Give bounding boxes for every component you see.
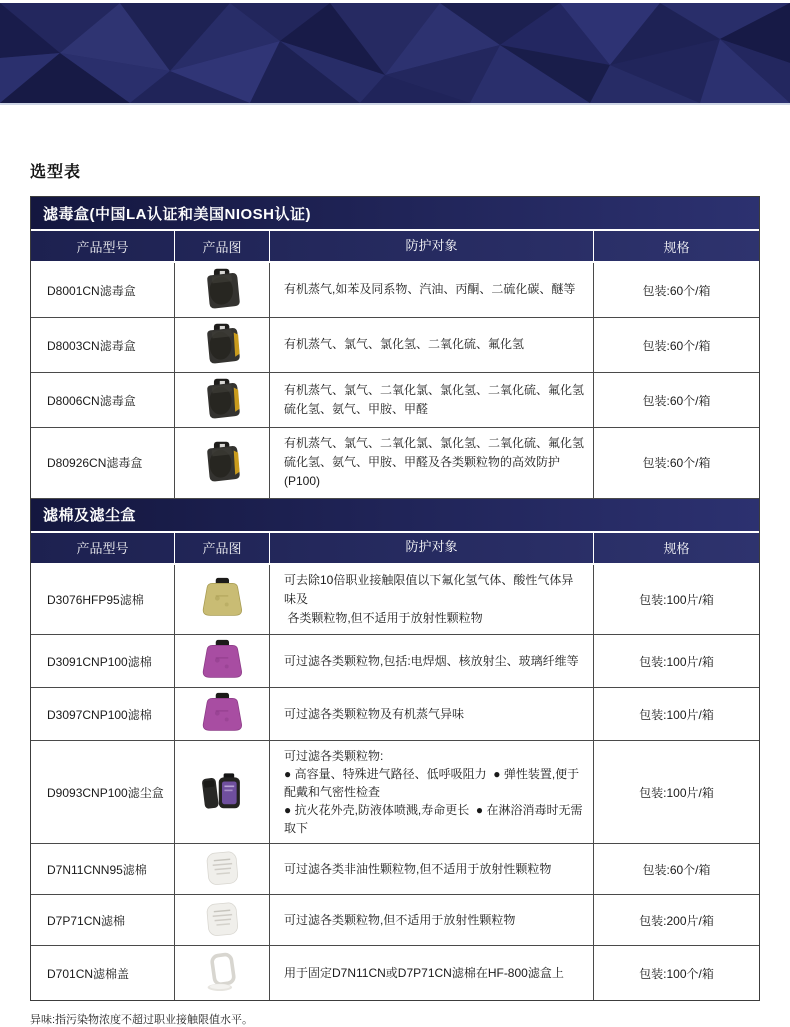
col-header-image: 产品图: [174, 231, 269, 261]
protection-cell: [269, 946, 593, 1000]
filter-icon: [197, 691, 247, 737]
product-model: D3091CNP100滤棉: [47, 654, 152, 669]
spec-cell: 包装:60个/箱: [593, 428, 759, 498]
protection-line: 各类颗粒物,但不适用于放射性颗粒物: [284, 610, 483, 625]
product-image-cell: [174, 946, 269, 1000]
protection-line: ● 抗火花外壳,防液体喷溅,寿命更长 ● 在淋浴消毒时无需取下: [284, 803, 583, 836]
col-header-image: 产品图: [174, 533, 269, 563]
protection-line: 可过滤各类非油性颗粒物,但不适用于放射性颗粒物: [284, 861, 552, 876]
product-thumbnail: [198, 898, 246, 942]
product-model: D80926CN滤毒盒: [47, 456, 143, 471]
protection-line: 有机蒸气、氯气、二氧化氯、氯化氢、二氧化硫、氟化氢: [284, 436, 585, 450]
spec-cell: 包装:100片/箱: [593, 741, 759, 843]
protection-cell: [269, 565, 593, 635]
product-thumbnail: [198, 847, 246, 891]
cartridge-icon: [200, 439, 244, 487]
table-row: [31, 318, 759, 373]
product-model: D8001CN滤毒盒: [47, 283, 136, 298]
table-row: [31, 741, 759, 844]
protection-line: 可去除10倍职业接触限值以下氟化氢气体、酸性气体异味及: [284, 572, 574, 606]
product-image-cell: [174, 635, 269, 687]
spec-cell: 包装:100片/箱: [593, 688, 759, 740]
filter-cover-icon: [199, 949, 245, 997]
protection-cell: [269, 428, 593, 498]
spec-cell: 包装:100片/箱: [593, 635, 759, 687]
table-row: [31, 895, 759, 946]
table-row: [31, 635, 759, 688]
filter-icon: [197, 638, 247, 684]
product-image-cell: [174, 688, 269, 740]
col-header-spec: 规格: [593, 533, 759, 563]
spec-cell: 包装:60个/箱: [593, 844, 759, 894]
protection-cell: [269, 263, 593, 317]
protection-cell: [269, 318, 593, 372]
protection-cell: [269, 844, 593, 894]
filter-icon: [197, 576, 247, 622]
product-image-cell: [174, 318, 269, 372]
spec-cell: 包装:200片/箱: [593, 895, 759, 945]
product-image-cell: [174, 263, 269, 317]
product-thumbnail: [199, 949, 245, 997]
table-row: [31, 946, 759, 1000]
product-model: D3097CNP100滤棉: [47, 707, 152, 722]
product-thumbnail: [200, 376, 244, 424]
section-title-filters: 滤棉及滤尘盒: [31, 499, 759, 531]
product-thumbnail: [200, 321, 244, 369]
spec-cell: 包装:60个/箱: [593, 263, 759, 317]
protection-line: 硫化氢、氨气、甲胺、甲醛: [284, 402, 429, 416]
selection-table: [30, 196, 760, 1001]
footnote: 异味:指污染物浓度不超过职业接触限值水平。: [30, 1014, 254, 1027]
product-image-cell: [174, 428, 269, 498]
protection-line: 可过滤各类颗粒物:: [284, 749, 384, 764]
product-thumbnail: [200, 266, 244, 314]
protection-line: 可过滤各类颗粒物,但不适用于放射性颗粒物: [284, 912, 516, 927]
protection-cell: [269, 373, 593, 427]
product-thumbnail: [197, 576, 247, 622]
spec-cell: 包装:100个/箱: [593, 946, 759, 1000]
polygon-banner-graphic: [0, 3, 790, 103]
product-image-cell: [174, 895, 269, 945]
product-thumbnail: [196, 768, 248, 816]
table-row: [31, 263, 759, 318]
column-header-row: [31, 531, 759, 565]
protection-line: 有机蒸气、氯气、二氧化氯、氯化氢、二氧化硫、氟化氢: [284, 382, 585, 397]
col-header-protection: 防护对象: [269, 231, 593, 261]
table-row: [31, 565, 759, 636]
protection-cell: [269, 688, 593, 740]
page-banner: [0, 3, 790, 105]
product-thumbnail: [197, 638, 247, 684]
protection-line: 有机蒸气,如苯及同系物、汽油、丙酮、二硫化碳、醚等: [284, 282, 576, 297]
protection-line: ● 高容量、特殊进气路径、低呼吸阻力 ● 弹性装置,便于配戴和气密性检查: [284, 767, 580, 800]
protection-cell: [269, 635, 593, 687]
protection-line: 用于固定D7N11CN或D7P71CN滤棉在HF-800滤盒上: [284, 965, 564, 980]
table-row: [31, 844, 759, 895]
product-image-cell: [174, 844, 269, 894]
col-header-spec: 规格: [593, 231, 759, 261]
cartridge-icon: [200, 376, 244, 424]
cartridge-icon: [200, 321, 244, 369]
col-header-protection: 防护对象: [269, 533, 593, 563]
dual-filter-icon: [196, 768, 248, 816]
table-row: [31, 373, 759, 428]
col-header-model: 产品型号: [76, 239, 129, 255]
product-image-cell: [174, 741, 269, 843]
protection-line: 可过滤各类颗粒物及有机蒸气异味: [284, 706, 465, 721]
product-model: D7P71CN滤棉: [47, 913, 126, 928]
col-header-model: 产品型号: [76, 541, 129, 557]
table-row: [31, 428, 759, 499]
table-row: [31, 688, 759, 741]
cartridge-icon: [200, 266, 244, 314]
protection-line: 可过滤各类颗粒物,包括:电焊烟、核放射尘、玻璃纤维等: [284, 653, 579, 668]
product-model: D8003CN滤毒盒: [47, 338, 136, 353]
protection-cell: [269, 741, 593, 843]
column-header-row: [31, 229, 759, 263]
protection-cell: [269, 895, 593, 945]
section-title-cartridges: 滤毒盒(中国LA认证和美国NIOSH认证): [31, 197, 759, 229]
product-model: D3076HFP95滤棉: [47, 592, 144, 607]
filter-pad-icon: [198, 898, 246, 942]
product-image-cell: [174, 373, 269, 427]
protection-line: 硫化氢、氨气、甲胺、甲醛及各类颗粒物的高效防护(P100): [284, 455, 561, 489]
spec-cell: 包装:60个/箱: [593, 373, 759, 427]
spec-cell: 包装:60个/箱: [593, 318, 759, 372]
product-model: D9093CNP100滤尘盒: [47, 785, 164, 800]
protection-line: 有机蒸气、氯气、氯化氢、二氧化硫、氟化氢: [284, 337, 525, 352]
product-model: D7N11CNN95滤棉: [47, 862, 147, 877]
filter-pad-icon: [198, 847, 246, 891]
spec-cell: 包装:100片/箱: [593, 565, 759, 635]
page-title: 选型表: [30, 164, 82, 181]
product-image-cell: [174, 565, 269, 635]
product-thumbnail: [197, 691, 247, 737]
product-model: D701CN滤棉盖: [47, 966, 130, 981]
product-model: D8006CN滤毒盒: [47, 393, 136, 408]
product-thumbnail: [200, 439, 244, 487]
